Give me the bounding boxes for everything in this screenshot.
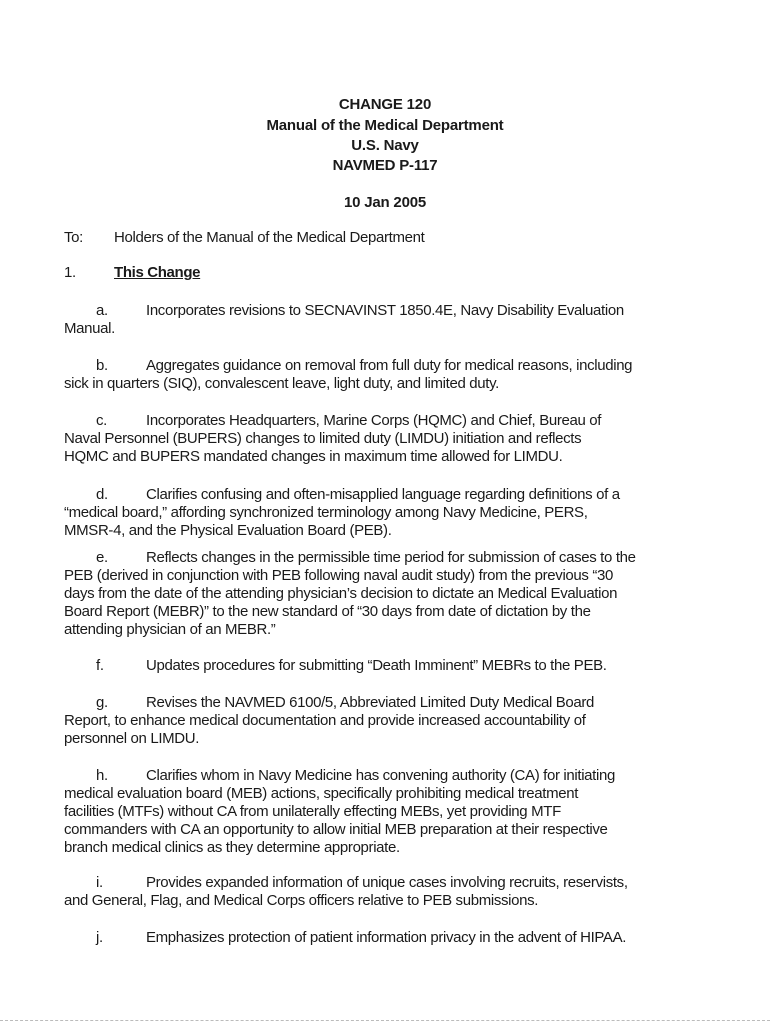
list-item-line — [64, 821, 704, 839]
list-item-text: and General, Flag, and Medical Corps officers relative to PEB submissions. — [64, 892, 539, 909]
list-item-text: Report, to enhance medical documentation and provide increased accountability of — [64, 712, 586, 729]
change-number: CHANGE 120 — [338, 96, 432, 113]
list-item-text: commanders with CA an opportunity to allow initial MEB preparation at their respective — [64, 821, 608, 838]
list-item-text: attending physician of an MEBR.” — [64, 621, 276, 638]
list-item-label: f. — [96, 657, 104, 674]
list-item-line — [64, 657, 704, 675]
section-number: 1. — [64, 264, 76, 281]
document-title: Manual of the Medical Department — [266, 117, 504, 134]
list-item-line — [64, 430, 704, 448]
list-item — [64, 357, 704, 393]
list-item-line — [64, 712, 704, 730]
list-item-text: days from the date of the attending physician’s decision to dictate an Medical Evaluation — [64, 585, 618, 602]
list-item — [64, 874, 704, 910]
list-item — [64, 549, 704, 639]
list-item-line — [64, 567, 704, 585]
list-item-text: Clarifies whom in Navy Medicine has convening authority (CA) for initiating — [146, 767, 615, 784]
list-item-text: Clarifies confusing and often-misapplied language regarding definitions of a — [146, 486, 620, 503]
to-label: To: — [64, 229, 83, 246]
list-item-label: c. — [96, 412, 107, 429]
list-item — [64, 412, 704, 466]
list-item — [64, 486, 704, 540]
list-item-line — [64, 892, 704, 910]
list-item-line — [64, 448, 704, 466]
list-item — [64, 657, 704, 675]
list-item-line — [64, 785, 704, 803]
list-item-line — [64, 549, 704, 567]
list-item-line — [64, 522, 704, 540]
list-item-line — [64, 621, 704, 639]
list-item-text: Emphasizes protection of patient information privacy in the advent of HIPAA. — [146, 929, 627, 946]
list-item-text: Board Report (MEBR)” to the new standard of “30 days from date of dictation by the — [64, 603, 591, 620]
list-item — [64, 929, 704, 947]
list-item-label: h. — [96, 767, 108, 784]
list-item-line — [64, 412, 704, 430]
list-item — [64, 767, 704, 857]
list-item-line — [64, 375, 704, 393]
list-item-line — [64, 603, 704, 621]
list-item-text: sick in quarters (SIQ), convalescent leave, light duty, and limited duty. — [64, 375, 499, 392]
organization: U.S. Navy — [351, 137, 419, 154]
list-item-text: Aggregates guidance on removal from full duty for medical reasons, including — [146, 357, 633, 374]
list-item-text: Naval Personnel (BUPERS) changes to limited duty (LIMDU) initiation and reflects — [64, 430, 582, 447]
list-item-line — [64, 803, 704, 821]
list-item — [64, 694, 704, 748]
list-item-label: e. — [96, 549, 108, 566]
to-recipients: Holders of the Manual of the Medical Department — [114, 229, 425, 246]
list-item-text: personnel on LIMDU. — [64, 730, 200, 747]
list-item-line — [64, 504, 704, 522]
list-item-text: Incorporates Headquarters, Marine Corps (HQMC) and Chief, Bureau of — [146, 412, 602, 429]
list-item-line — [64, 767, 704, 785]
list-item-text: “medical board,” affording synchronized terminology among Navy Medicine, PERS, — [64, 504, 588, 521]
document-date: 10 Jan 2005 — [343, 194, 427, 211]
list-item-text: Revises the NAVMED 6100/5, Abbreviated Limited Duty Medical Board — [146, 694, 595, 711]
list-item-line — [64, 929, 704, 947]
list-item-label: b. — [96, 357, 108, 374]
list-item-text: MMSR-4, and the Physical Evaluation Board (PEB). — [64, 522, 392, 539]
list-item-label: i. — [96, 874, 103, 891]
list-item-text: Updates procedures for submitting “Death Imminent” MEBRs to the PEB. — [146, 657, 607, 674]
list-item-text: HQMC and BUPERS mandated changes in maximum time allowed for LIMDU. — [64, 448, 563, 465]
list-item-line — [64, 839, 704, 857]
page-edge-divider — [0, 1020, 770, 1021]
list-item-line — [64, 320, 704, 338]
list-item-text: medical evaluation board (MEB) actions, specifically prohibiting medical treatment — [64, 785, 579, 802]
section-heading — [64, 264, 704, 282]
list-item-line — [64, 486, 704, 504]
list-item-label: g. — [96, 694, 108, 711]
list-item-line — [64, 874, 704, 892]
document-id: NAVMED P-117 — [332, 157, 438, 174]
list-item-text: facilities (MTFs) without CA from unilaterally effecting MEBs, yet providing MTF — [64, 803, 561, 820]
list-item-line — [64, 730, 704, 748]
list-item-text: Incorporates revisions to SECNAVINST 1850.4E, Navy Disability Evaluation — [146, 302, 624, 319]
list-item-text: PEB (derived in conjunction with PEB following naval audit study) from the previous “30 — [64, 567, 614, 584]
section-title: This Change — [114, 264, 201, 281]
list-item-text: Reflects changes in the permissible time period for submission of cases to the — [146, 549, 636, 566]
list-item-text: branch medical clinics as they determine appropriate. — [64, 839, 400, 856]
list-item-line — [64, 694, 704, 712]
list-item-line — [64, 585, 704, 603]
to-line — [64, 229, 704, 247]
list-item-text: Provides expanded information of unique cases involving recruits, reservists, — [146, 874, 628, 891]
list-item-label: a. — [96, 302, 108, 319]
list-item — [64, 302, 704, 338]
list-item-label: d. — [96, 486, 108, 503]
list-item-label: j. — [96, 929, 103, 946]
list-item-line — [64, 357, 704, 375]
list-item-line — [64, 302, 704, 320]
list-item-text: Manual. — [64, 320, 115, 337]
